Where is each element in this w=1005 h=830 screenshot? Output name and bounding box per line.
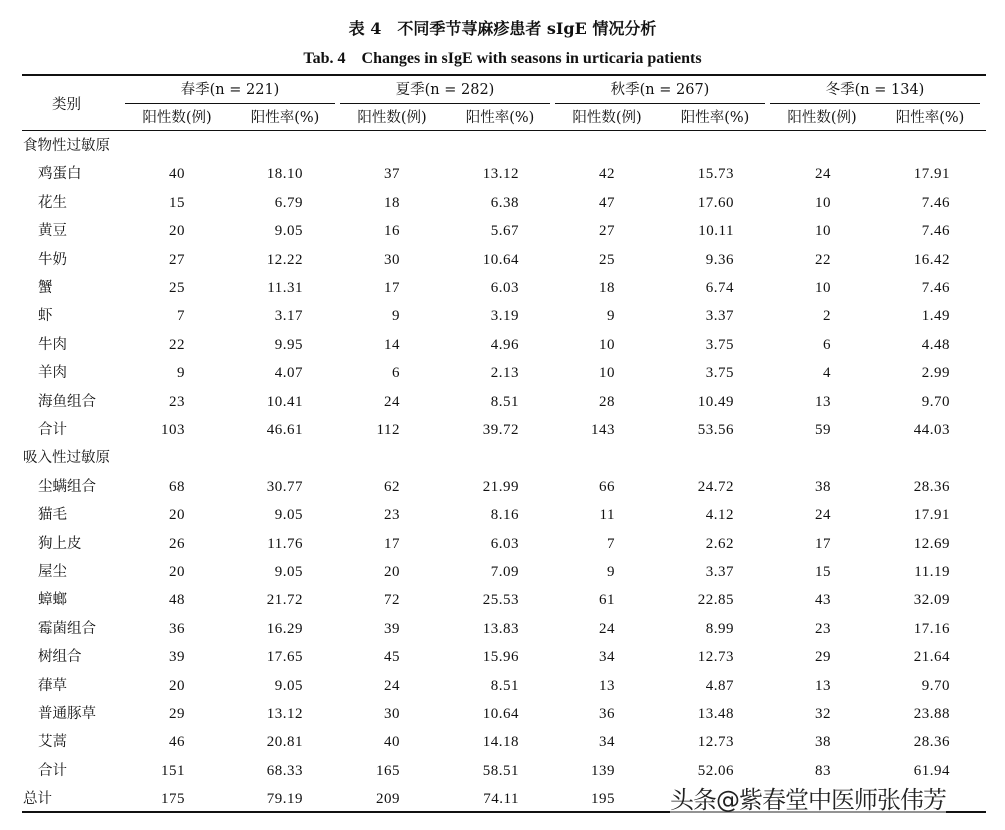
positive-rate: 13.83 xyxy=(482,620,519,637)
table-title-en: Tab. 4 Changes in sIgE with seasons in urticaria patients xyxy=(303,50,702,67)
positive-count: 10 xyxy=(815,223,831,240)
positive-count: 18 xyxy=(599,280,615,296)
positive-rate: 28.36 xyxy=(913,734,950,751)
row-label: 吸入性过敏原 xyxy=(23,450,110,467)
positive-rate: 13.12 xyxy=(266,706,303,722)
positive-rate: 4.48 xyxy=(921,336,950,353)
positive-count: 9 xyxy=(607,308,615,325)
positive-rate: 11.76 xyxy=(267,535,303,552)
positive-count: 25 xyxy=(169,280,185,296)
positive-count: 24 xyxy=(599,620,615,637)
positive-rate: 1.49 xyxy=(921,308,950,325)
positive-rate: 5.67 xyxy=(490,223,519,240)
positive-count: 37 xyxy=(384,166,400,183)
positive-count: 42 xyxy=(599,166,615,183)
row-label: 尘螨组合 xyxy=(38,478,96,495)
positive-rate: 23.88 xyxy=(913,706,950,722)
positive-rate: 12.73 xyxy=(697,734,734,751)
positive-count: 103 xyxy=(161,422,185,438)
row-label: 葎草 xyxy=(38,677,67,694)
positive-rate: 44.03 xyxy=(913,422,950,438)
positive-rate: 18.10 xyxy=(266,166,303,183)
positive-rate: 7.46 xyxy=(921,223,950,240)
positive-rate: 9.70 xyxy=(921,677,950,694)
positive-rate: 46.61 xyxy=(266,422,303,438)
positive-count: 39 xyxy=(384,620,400,637)
positive-rate: 58.51 xyxy=(482,762,519,779)
header-season-rule xyxy=(770,103,980,104)
row-label: 猫毛 xyxy=(38,507,67,524)
positive-rate: 8.51 xyxy=(490,393,519,410)
positive-rate: 7.46 xyxy=(921,194,950,211)
positive-count: 7 xyxy=(177,308,185,325)
positive-rate: 17.91 xyxy=(913,166,950,183)
positive-rate: 17.65 xyxy=(266,649,303,666)
positive-count: 15 xyxy=(815,564,831,580)
positive-count: 34 xyxy=(599,734,615,751)
positive-count: 24 xyxy=(815,166,831,183)
positive-count: 13 xyxy=(815,393,831,410)
positive-count: 43 xyxy=(815,592,831,609)
positive-rate: 15.73 xyxy=(697,166,734,183)
positive-count: 34 xyxy=(599,649,615,666)
positive-count: 38 xyxy=(815,478,831,495)
positive-rate: 3.17 xyxy=(274,308,303,325)
header-season: 秋季(n = 267) xyxy=(610,82,710,98)
positive-rate: 79.19 xyxy=(266,791,303,808)
positive-count: 175 xyxy=(161,791,185,808)
positive-rate: 6.03 xyxy=(490,280,519,296)
positive-count: 27 xyxy=(169,251,185,268)
positive-count: 20 xyxy=(384,564,400,580)
positive-count: 61 xyxy=(599,592,615,609)
header-season-rule xyxy=(125,103,335,104)
row-label: 食物性过敏原 xyxy=(23,138,110,154)
positive-count: 16 xyxy=(384,223,400,240)
positive-count: 23 xyxy=(815,620,831,637)
positive-count: 13 xyxy=(815,677,831,694)
positive-count: 23 xyxy=(169,393,185,410)
positive-count: 17 xyxy=(384,280,400,296)
row-label: 总计 xyxy=(23,791,52,808)
positive-rate: 12.22 xyxy=(266,251,303,268)
positive-rate: 25.53 xyxy=(482,592,519,609)
positive-rate: 6.74 xyxy=(705,280,734,296)
positive-count: 6 xyxy=(823,336,831,353)
row-label: 牛肉 xyxy=(38,336,67,353)
header-season: 冬季(n = 134) xyxy=(825,82,925,98)
positive-count: 9 xyxy=(607,564,615,580)
positive-count: 11 xyxy=(599,507,615,524)
positive-count: 39 xyxy=(169,649,185,666)
positive-rate: 3.75 xyxy=(705,336,734,353)
positive-rate: 9.05 xyxy=(274,564,303,580)
positive-count: 32 xyxy=(815,706,831,722)
positive-count: 6 xyxy=(392,365,400,382)
row-label: 合计 xyxy=(38,762,67,779)
positive-count: 59 xyxy=(815,422,831,438)
header-season-rule xyxy=(340,103,550,104)
header-sub: 阳性数(例) xyxy=(572,110,642,126)
positive-count: 209 xyxy=(376,791,400,808)
positive-count: 29 xyxy=(815,649,831,666)
positive-count: 10 xyxy=(599,336,615,353)
header-category: 类别 xyxy=(52,97,81,113)
positive-count: 83 xyxy=(815,762,831,779)
header-season: 春季(n = 221) xyxy=(180,82,280,98)
header-season-rule xyxy=(555,103,765,104)
positive-count: 143 xyxy=(591,422,615,438)
positive-rate: 52.06 xyxy=(697,762,734,779)
positive-rate: 10.11 xyxy=(698,223,734,240)
positive-count: 40 xyxy=(169,166,185,183)
positive-rate: 2.99 xyxy=(921,365,950,382)
positive-rate: 21.64 xyxy=(913,649,950,666)
positive-count: 22 xyxy=(815,251,831,268)
positive-count: 17 xyxy=(384,535,400,552)
positive-rate: 20.81 xyxy=(266,734,303,751)
header-sub: 阳性数(例) xyxy=(142,110,212,126)
positive-count: 24 xyxy=(815,507,831,524)
positive-count: 9 xyxy=(392,308,400,325)
positive-count: 20 xyxy=(169,564,185,580)
positive-count: 38 xyxy=(815,734,831,751)
positive-rate: 8.51 xyxy=(490,677,519,694)
positive-rate: 22.85 xyxy=(697,592,734,609)
positive-rate: 3.19 xyxy=(490,308,519,325)
positive-count: 36 xyxy=(599,706,615,722)
positive-count: 7 xyxy=(607,535,615,552)
positive-count: 45 xyxy=(384,649,400,666)
positive-rate: 39.72 xyxy=(482,422,519,438)
positive-count: 195 xyxy=(591,791,615,808)
positive-rate: 68.33 xyxy=(266,762,303,779)
positive-count: 30 xyxy=(384,251,400,268)
row-label: 狗上皮 xyxy=(38,535,82,552)
positive-rate: 9.05 xyxy=(274,507,303,524)
positive-count: 17 xyxy=(815,535,831,552)
positive-count: 165 xyxy=(376,762,400,779)
positive-count: 23 xyxy=(384,507,400,524)
positive-count: 2 xyxy=(823,308,831,325)
row-label: 海鱼组合 xyxy=(38,393,96,410)
positive-rate: 6.03 xyxy=(490,535,519,552)
positive-count: 28 xyxy=(599,393,615,410)
positive-count: 4 xyxy=(823,365,831,382)
header-sub: 阳性率(%) xyxy=(680,110,750,126)
row-label: 普通豚草 xyxy=(38,706,96,722)
row-label: 合计 xyxy=(38,422,67,438)
positive-count: 24 xyxy=(384,677,400,694)
positive-rate: 30.77 xyxy=(266,478,303,495)
positive-count: 151 xyxy=(161,762,185,779)
header-rule xyxy=(22,130,986,131)
positive-count: 13 xyxy=(599,677,615,694)
header-season: 夏季(n = 282) xyxy=(395,82,495,98)
positive-count: 24 xyxy=(384,393,400,410)
positive-count: 47 xyxy=(599,194,615,211)
positive-rate: 9.70 xyxy=(921,393,950,410)
positive-rate: 16.42 xyxy=(913,251,950,268)
table-title-cn: 表 4 不同季节荨麻疹患者 sIgE 情况分析 xyxy=(348,19,657,38)
positive-count: 10 xyxy=(815,280,831,296)
positive-rate: 3.37 xyxy=(705,308,734,325)
row-label: 鸡蛋白 xyxy=(38,166,82,183)
positive-count: 139 xyxy=(591,762,615,779)
positive-rate: 3.37 xyxy=(705,564,734,580)
header-sub: 阳性率(%) xyxy=(895,110,965,126)
positive-rate: 4.12 xyxy=(705,507,734,524)
positive-rate: 15.96 xyxy=(482,649,519,666)
positive-rate: 9.05 xyxy=(274,677,303,694)
positive-count: 48 xyxy=(169,592,185,609)
positive-count: 66 xyxy=(599,478,615,495)
positive-rate: 74.11 xyxy=(483,791,519,808)
positive-rate: 12.69 xyxy=(913,535,950,552)
positive-rate: 53.56 xyxy=(697,422,734,438)
positive-rate: 7.09 xyxy=(490,564,519,580)
positive-count: 62 xyxy=(384,478,400,495)
row-label: 蟑螂 xyxy=(38,592,67,609)
positive-rate: 4.96 xyxy=(490,336,519,353)
positive-count: 18 xyxy=(384,194,400,211)
positive-rate: 2.62 xyxy=(705,535,734,552)
positive-rate: 3.75 xyxy=(705,365,734,382)
positive-count: 40 xyxy=(384,734,400,751)
positive-rate: 10.64 xyxy=(482,706,519,722)
positive-count: 46 xyxy=(169,734,185,751)
positive-rate: 6.38 xyxy=(490,194,519,211)
positive-rate: 11.19 xyxy=(914,564,950,580)
top-rule xyxy=(22,74,986,76)
positive-count: 15 xyxy=(169,194,185,211)
positive-count: 20 xyxy=(169,677,185,694)
positive-rate: 9.05 xyxy=(274,223,303,240)
positive-count: 68 xyxy=(169,478,185,495)
positive-rate: 10.41 xyxy=(266,393,303,410)
row-label: 霉菌组合 xyxy=(38,620,96,637)
positive-rate: 8.16 xyxy=(490,507,519,524)
positive-rate: 12.73 xyxy=(697,649,734,666)
positive-rate: 17.16 xyxy=(913,620,950,637)
positive-rate: 6.79 xyxy=(274,194,303,211)
positive-count: 26 xyxy=(169,535,185,552)
positive-rate: 9.95 xyxy=(274,336,303,353)
positive-rate: 4.87 xyxy=(705,677,734,694)
positive-count: 30 xyxy=(384,706,400,722)
positive-rate: 17.60 xyxy=(697,194,734,211)
positive-rate: 13.12 xyxy=(482,166,519,183)
positive-count: 112 xyxy=(376,422,400,438)
positive-rate: 61.94 xyxy=(913,762,950,779)
row-label: 羊肉 xyxy=(38,365,67,382)
positive-rate: 2.13 xyxy=(490,365,519,382)
positive-rate: 7.46 xyxy=(921,280,950,296)
row-label: 牛奶 xyxy=(38,251,67,268)
row-label: 黄豆 xyxy=(38,223,67,240)
positive-rate: 21.72 xyxy=(266,592,303,609)
positive-count: 20 xyxy=(169,507,185,524)
positive-rate: 32.09 xyxy=(913,592,950,609)
header-sub: 阳性率(%) xyxy=(250,110,320,126)
row-label: 艾蒿 xyxy=(38,734,67,751)
row-label: 蟹 xyxy=(38,280,53,296)
positive-rate: 17.91 xyxy=(913,507,950,524)
watermark: 头条@紫春堂中医师张伟芳 xyxy=(670,780,946,815)
row-label: 屋尘 xyxy=(38,564,67,580)
positive-count: 10 xyxy=(815,194,831,211)
positive-rate: 21.99 xyxy=(482,478,519,495)
row-label: 虾 xyxy=(38,308,53,325)
positive-rate: 4.07 xyxy=(274,365,303,382)
positive-rate: 9.36 xyxy=(705,251,734,268)
positive-count: 20 xyxy=(169,223,185,240)
positive-rate: 24.72 xyxy=(697,478,734,495)
positive-rate: 14.18 xyxy=(482,734,519,751)
header-sub: 阳性数(例) xyxy=(357,110,427,126)
positive-rate: 28.36 xyxy=(913,478,950,495)
positive-count: 72 xyxy=(384,592,400,609)
row-label: 树组合 xyxy=(38,649,82,666)
row-label: 花生 xyxy=(38,194,67,211)
positive-count: 27 xyxy=(599,223,615,240)
positive-rate: 10.64 xyxy=(482,251,519,268)
positive-count: 14 xyxy=(384,336,400,353)
positive-rate: 8.99 xyxy=(705,620,734,637)
header-sub: 阳性数(例) xyxy=(787,110,857,126)
positive-count: 10 xyxy=(599,365,615,382)
positive-rate: 11.31 xyxy=(267,280,303,296)
positive-rate: 13.48 xyxy=(697,706,734,722)
positive-count: 29 xyxy=(169,706,185,722)
positive-rate: 10.49 xyxy=(697,393,734,410)
header-sub: 阳性率(%) xyxy=(465,110,535,126)
positive-count: 36 xyxy=(169,620,185,637)
positive-count: 25 xyxy=(599,251,615,268)
positive-count: 22 xyxy=(169,336,185,353)
positive-count: 9 xyxy=(177,365,185,382)
positive-rate: 16.29 xyxy=(266,620,303,637)
